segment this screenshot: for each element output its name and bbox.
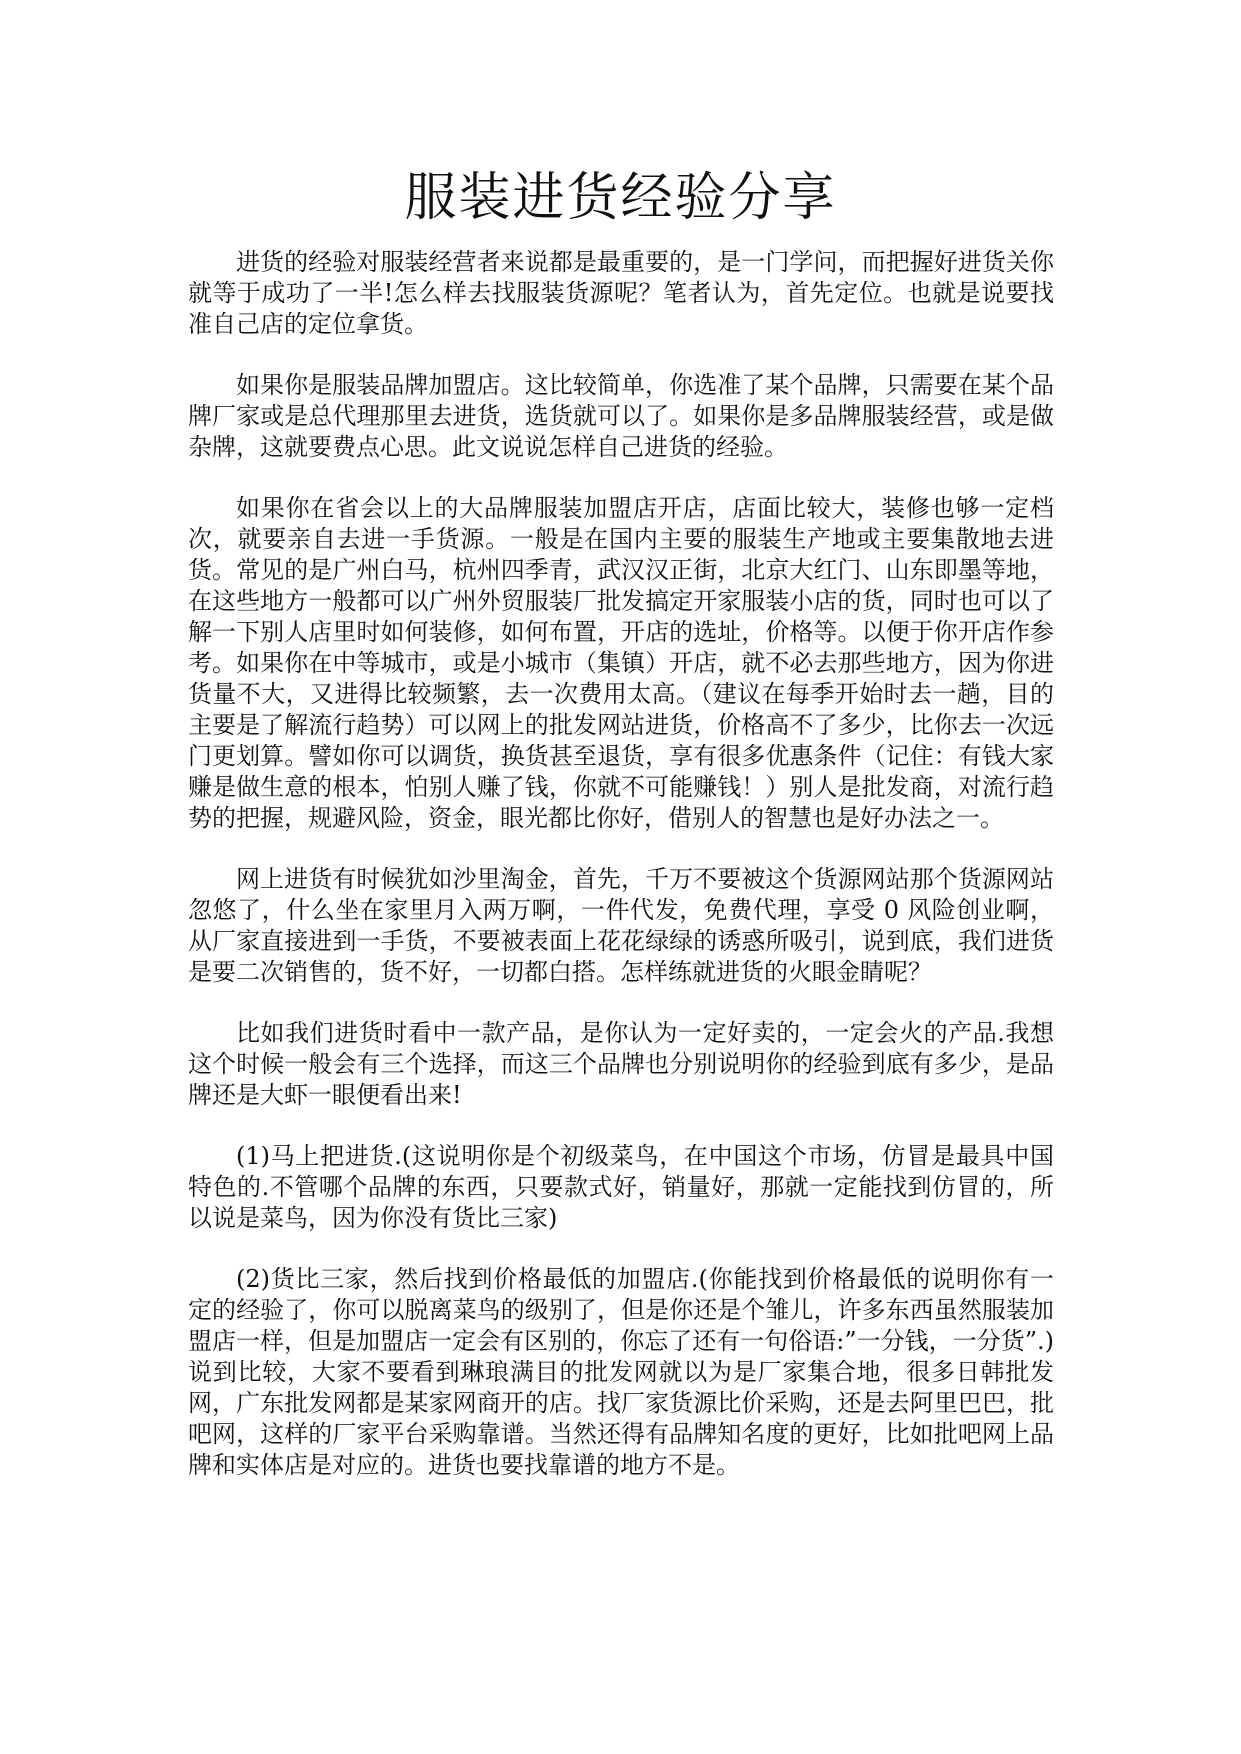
paragraph-intro: 进货的经验对服装经营者来说都是最重要的，是一门学问，而把握好进货关你就等于成功了一半!怎么样去找服装货源呢？笔者认为，首先定位。也就是说要找准自己店的定位拿货。 xyxy=(188,248,1054,338)
paragraph-choice-2: (2)货比三家，然后找到价格最低的加盟店.(你能找到价格最低的说明你有一定的经验了，你可以脱离菜鸟的级别了，但是你还是个雏儿，许多东西虽然服装加盟店一样，但是加盟店一定会有区别的，你忘了还有一句俗语:”一分钱，一分货”.)说到比较，大家不要看到琳琅满目的批发网就以为是厂家集合地，很多日韩批发网，广东批发网都是某家网商开的店。找厂家货源比价采购，还是去阿里巴巴，批吧网，这样的厂家平台采购靠谱。当然还得有品牌知名度的更好，比如批吧网上品牌和实体店是对应的。进货也要找靠谱的地方不是。 xyxy=(188,1265,1054,1479)
paragraph-online: 网上进货有时候犹如沙里淘金，首先，千万不要被这个货源网站那个货源网站忽悠了，什么坐在家里月入两万啊，一件代发，免费代理，享受 0 风险创业啊，从厂家直接进到一手货，不要被表面上花花绿绿的诱惑所吸引，说到底，我们进货是要二次销售的，货不好，一切都白搭。怎样练就进货的火眼金睛呢？ xyxy=(188,865,1054,986)
document-title: 服装进货经验分享 xyxy=(404,168,837,228)
paragraph-choices: 比如我们进货时看中一款产品，是你认为一定好卖的，一定会火的产品.我想这个时候一般会有三个选择，而这三个品牌也分别说明你的经验到底有多少，是品牌还是大虾一眼便看出来! xyxy=(188,1019,1054,1109)
paragraph-choice-1: (1)马上把进货.(这说明你是个初级菜鸟，在中国这个市场，仿冒是最具中国特色的.不管哪个品牌的东西，只要款式好，销量好，那就一定能找到仿冒的，所以说是菜鸟，因为你没有货比三家) xyxy=(188,1142,1054,1232)
paragraph-big-city: 如果你在省会以上的大品牌服装加盟店开店，店面比较大，装修也够一定档次，就要亲自去进一手货源。一般是在国内主要的服装生产地或主要集散地去进货。常见的是广州白马，杭州四季青，武汉汉正街，北京大红门、山东即墨等地，在这些地方一般都可以广州外贸服装厂批发搞定开家服装小店的货，同时也可以了解一下别人店里时如何装修，如何布置，开店的选址，价格等。以便于你开店作参考。如果你在中等城市，或是小城市（集镇）开店，就不必去那些地方，因为你进货量不大，又进得比较频繁，去一次费用太高。（建议在每季开始时去一趟，目的主要是了解流行趋势）可以网上的批发网站进货，价格高不了多少，比你去一次远门更划算。譬如你可以调货，换货甚至退货，享有很多优惠条件（记住：有钱大家赚是做生意的根本，怕别人赚了钱，你就不可能赚钱！）别人是批发商，对流行趋势的把握，规避风险，资金，眼光都比你好，借别人的智慧也是好办法之一。 xyxy=(188,494,1054,832)
paragraph-franchise: 如果你是服装品牌加盟店。这比较简单，你选准了某个品牌，只需要在某个品牌厂家或是总代理那里去进货，选货就可以了。如果你是多品牌服装经营，或是做杂牌，这就要费点心思。此文说说怎样自己进货的经验。 xyxy=(188,371,1054,461)
document-body xyxy=(188,247,1054,1511)
